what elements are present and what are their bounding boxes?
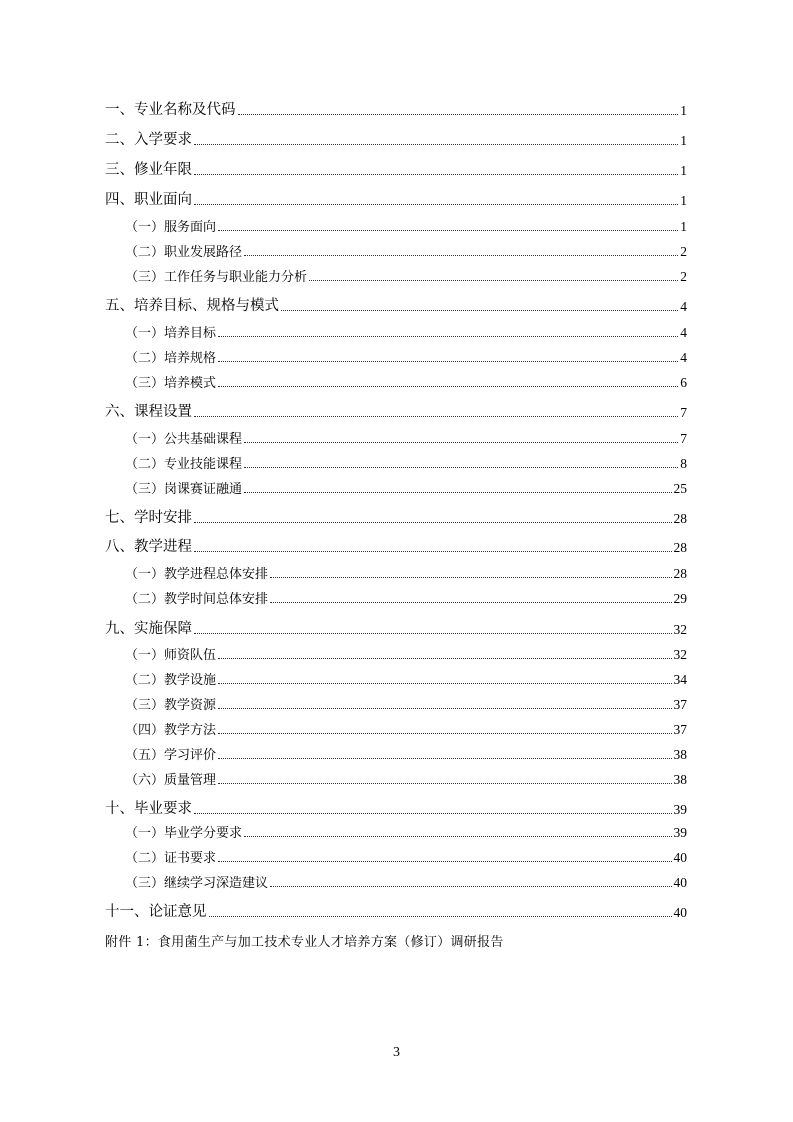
toc-entry-label: 八、教学进程 <box>105 539 192 555</box>
toc-entry-page: 6 <box>680 375 687 390</box>
toc-leader-dots <box>218 758 671 759</box>
toc-chapter-entry[interactable] <box>105 797 687 818</box>
toc-leader-dots <box>218 361 678 362</box>
toc-entry-label: （一）服务面向 <box>125 220 217 235</box>
toc-leader-dots <box>244 492 671 493</box>
toc-entry-page: 4 <box>680 325 687 340</box>
toc-entry-label: （三）继续学习深造建议 <box>125 876 269 891</box>
toc-entry-label: （三）培养模式 <box>125 376 217 391</box>
toc-leader-dots <box>194 144 678 145</box>
toc-leader-dots <box>244 836 671 837</box>
toc-leader-dots <box>270 886 671 887</box>
toc-entry-page: 1 <box>680 193 687 208</box>
toc-entry-page: 39 <box>673 802 687 817</box>
toc-entry-label: 二、入学要求 <box>105 132 192 148</box>
toc-chapter-entry[interactable] <box>105 128 687 149</box>
toc-entry-label: （二）教学时间总体安排 <box>125 592 269 607</box>
toc-entry-label: （二）教学设施 <box>125 673 217 688</box>
toc-entry-label: （三）工作任务与职业能力分析 <box>125 270 308 285</box>
toc-entry-page: 2 <box>680 244 687 259</box>
toc-entry-page: 1 <box>680 103 687 118</box>
toc-section-entry[interactable] <box>105 669 687 688</box>
toc-section-entry[interactable] <box>105 266 687 285</box>
toc-entry-page: 2 <box>680 269 687 284</box>
page-number: 3 <box>393 1045 400 1060</box>
toc-entry-label: （二）证书要求 <box>125 851 217 866</box>
toc-entry-page: 37 <box>673 697 687 712</box>
attachment-line: 附件 1：食用菌生产与加工技术专业人才培养方案（修订）调研报告 <box>105 935 504 950</box>
toc-entry-label: （一）教学进程总体安排 <box>125 567 269 582</box>
toc-entry-label: 一、专业名称及代码 <box>105 102 236 118</box>
toc-entry-label: 四、职业面向 <box>105 192 192 208</box>
toc-section-entry[interactable] <box>105 588 687 607</box>
toc-leader-dots <box>244 442 678 443</box>
toc-entry-page: 39 <box>673 825 687 840</box>
toc-entry-page: 1 <box>680 133 687 148</box>
toc-section-entry[interactable] <box>105 372 687 391</box>
toc-chapter-entry[interactable] <box>105 617 687 638</box>
toc-leader-dots <box>194 633 672 634</box>
toc-leader-dots <box>218 336 678 337</box>
toc-leader-dots <box>194 416 678 417</box>
toc-section-entry[interactable] <box>105 241 687 260</box>
toc-section-entry[interactable] <box>105 563 687 582</box>
toc-leader-dots <box>281 310 678 311</box>
toc-entry-page: 7 <box>680 405 687 420</box>
toc-entry-label: 七、学时安排 <box>105 510 192 526</box>
toc-leader-dots <box>244 467 678 468</box>
toc-section-entry[interactable] <box>105 719 687 738</box>
toc-leader-dots <box>238 114 679 115</box>
toc-section-entry[interactable] <box>105 322 687 341</box>
toc-section-entry[interactable] <box>105 872 687 891</box>
toc-entry-label: （二）培养规格 <box>125 351 217 366</box>
toc-leader-dots <box>209 916 672 917</box>
toc-entry-label: （五）学习评价 <box>125 748 217 763</box>
toc-chapter-entry[interactable] <box>105 506 687 527</box>
toc-leader-dots <box>218 683 671 684</box>
toc-section-entry[interactable] <box>105 453 687 472</box>
toc-section-entry[interactable] <box>105 744 687 763</box>
toc-leader-dots <box>270 602 671 603</box>
toc-leader-dots <box>218 230 678 231</box>
toc-entry-page: 40 <box>673 875 687 890</box>
toc-chapter-entry[interactable] <box>105 188 687 209</box>
toc-entry-label: （三）教学资源 <box>125 698 217 713</box>
toc-entry-page: 32 <box>673 622 687 637</box>
toc-entry-page: 28 <box>673 566 687 581</box>
toc-section-entry[interactable] <box>105 822 687 841</box>
toc-entry-label: 十、毕业要求 <box>105 801 192 817</box>
toc-entry-label: （六）质量管理 <box>125 773 217 788</box>
toc-entry-page: 38 <box>673 772 687 787</box>
toc-entry-page: 40 <box>673 905 687 920</box>
toc-entry-label: （二）职业发展路径 <box>125 245 243 260</box>
toc-entry-label: 十一、论证意见 <box>105 904 207 920</box>
toc-section-entry[interactable] <box>105 347 687 366</box>
toc-entry-label: 九、实施保障 <box>105 621 192 637</box>
toc-leader-dots <box>194 204 678 205</box>
toc-entry-label: （一）毕业学分要求 <box>125 826 243 841</box>
toc-entry-page: 32 <box>673 647 687 662</box>
toc-entry-page: 29 <box>673 591 687 606</box>
toc-section-entry[interactable] <box>105 847 687 866</box>
toc-section-entry[interactable] <box>105 769 687 788</box>
toc-section-entry[interactable] <box>105 694 687 713</box>
toc-section-entry[interactable] <box>105 216 687 235</box>
toc-chapter-entry[interactable] <box>105 158 687 179</box>
toc-chapter-entry[interactable] <box>105 900 687 921</box>
toc-entry-label: 六、课程设置 <box>105 404 192 420</box>
toc-entry-label: （一）公共基础课程 <box>125 432 243 447</box>
toc-entry-label: （四）教学方法 <box>125 723 217 738</box>
toc-chapter-entry[interactable] <box>105 98 687 119</box>
toc-leader-dots <box>218 386 678 387</box>
toc-entry-page: 25 <box>673 481 687 496</box>
toc-entry-label: （一）培养目标 <box>125 326 217 341</box>
toc-entry-page: 1 <box>680 219 687 234</box>
toc-section-entry[interactable] <box>105 478 687 497</box>
toc-leader-dots <box>194 522 672 523</box>
toc-chapter-entry[interactable] <box>105 294 687 315</box>
toc-entry-page: 4 <box>680 350 687 365</box>
toc-entry-page: 37 <box>673 722 687 737</box>
toc-entry-page: 7 <box>680 431 687 446</box>
toc-leader-dots <box>309 280 678 281</box>
toc-entry-label: （一）师资队伍 <box>125 648 217 663</box>
toc-leader-dots <box>194 551 672 552</box>
toc-entry-page: 1 <box>680 163 687 178</box>
toc-leader-dots <box>218 658 671 659</box>
toc-chapter-entry[interactable] <box>105 400 687 421</box>
toc-entry-page: 28 <box>673 540 687 555</box>
toc-leader-dots <box>270 577 671 578</box>
toc-entry-page: 40 <box>673 850 687 865</box>
toc-leader-dots <box>218 733 671 734</box>
toc-section-entry[interactable] <box>105 644 687 663</box>
toc-entry-label: 三、修业年限 <box>105 162 192 178</box>
toc-entry-label: （三）岗课赛证融通 <box>125 482 243 497</box>
toc-entry-page: 8 <box>680 456 687 471</box>
toc-leader-dots <box>218 708 671 709</box>
toc-entry-label: 五、培养目标、规格与模式 <box>105 298 279 314</box>
toc-section-entry[interactable] <box>105 428 687 447</box>
toc-entry-page: 4 <box>680 299 687 314</box>
toc-leader-dots <box>194 174 678 175</box>
toc-entry-page: 38 <box>673 747 687 762</box>
toc-leader-dots <box>218 783 671 784</box>
toc-leader-dots <box>218 861 671 862</box>
toc-leader-dots <box>194 813 672 814</box>
toc-entry-page: 28 <box>673 511 687 526</box>
toc-chapter-entry[interactable] <box>105 535 687 556</box>
toc-entry-label: （二）专业技能课程 <box>125 457 243 472</box>
toc-entry-page: 34 <box>673 672 687 687</box>
toc-leader-dots <box>244 255 678 256</box>
